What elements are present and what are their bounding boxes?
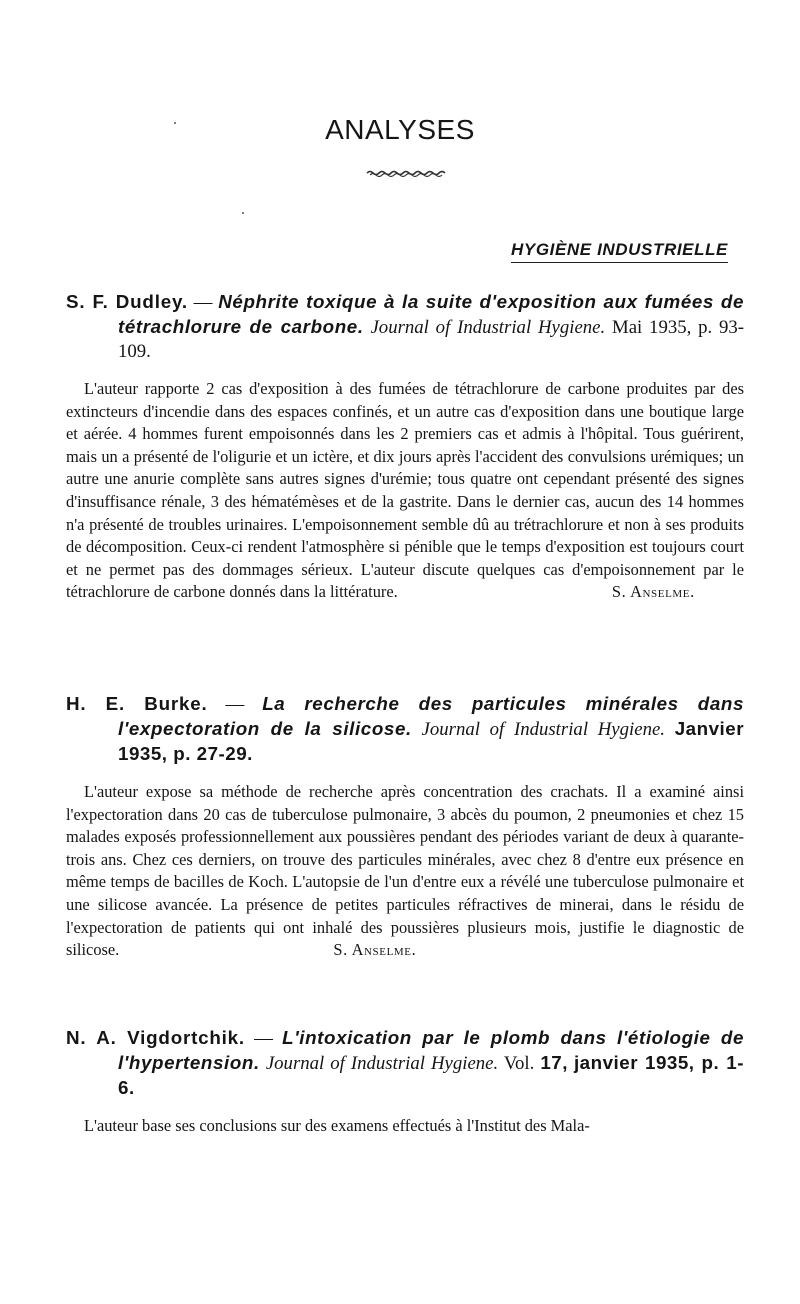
section-heading: HYGIÈNE INDUSTRIELLE [511, 240, 728, 263]
entry-pub-info: Mai 1935, p. 93-109. [118, 317, 744, 362]
entry-signature: S. Anselme. [333, 940, 417, 960]
entry-journal: Journal of Industrial Hygiene. [370, 317, 606, 338]
decorative-wave-divider [366, 170, 448, 178]
entry-abstract-text: L'auteur base ses conclusions sur des examens effectués à l'Institut des Mala- [84, 1116, 590, 1135]
page-title: ANALYSES [325, 114, 475, 145]
entry-title: Néphrite toxique à la suite d'exposition aux fumées de tétrachlorure de carbone. [118, 291, 745, 337]
entry-signature: S. Anselme. [611, 582, 695, 602]
entry-title: La recherche des particules minérales dans l'expectoration de la silicose. [118, 693, 745, 739]
entry-author: N. A. Vigdortchik. [66, 1027, 245, 1048]
entry-volume-label: Vol. [503, 1053, 535, 1074]
entry-dash: — [207, 694, 263, 715]
entry-author: H. E. Burke. [66, 693, 208, 714]
entry-abstract [66, 1115, 744, 1138]
entry-abstract-text: L'auteur rapporte 2 cas d'exposition à des fumées de tétrachlorure de carbone produites par des extincteurs d'incendie dans des espaces confinés, et un autre cas d'exposition dans une boutique large et aérée. 4 hommes furent empoisonnés dans les 2 premiers cas et admis à l'hôpital. Tous guérirent, mais un a présenté de l'oligurie et un ictère, et dix jours après l'accident des convulsions urémiques; un autre une anurie complète sans autres signes d'urémie; tous quatre ont cependant présenté des signes d'insuffisance rénale, 3 des hématémèses et de la gastrite. Dans le dernier cas, aucun des 14 hommes n'a présenté de troubles urinaires. L'empoisonnement semble dû au trétrachlorure et non à ses produits de décomposition. Ceux-ci rendent l'atmosphère si pénible que le temps d'exposition est toujours court et ne permet pas des dommages sérieux. L'auteur discute quelques cas d'empoisonnement par le tétrachlorure de carbone donnés dans la littérature. [66, 379, 744, 602]
entry-volume-number: 17, [540, 1052, 568, 1073]
entry-citation [66, 290, 744, 364]
entry-dash: — [187, 292, 219, 313]
entry-abstract [66, 781, 744, 962]
entry-citation [66, 692, 744, 767]
analysis-entry-vigdortchik [66, 1026, 744, 1138]
analysis-entry-burke [66, 692, 744, 962]
entry-citation [66, 1026, 744, 1101]
entry-journal: Journal of Industrial Hygiene. [421, 719, 666, 740]
entry-abstract-text: L'auteur expose sa méthode de recherche après concentration des crachats. Il a examiné ainsi l'expectoration dans 20 cas de tuberculose pulmonaire, 3 abcès du poumon, 2 pneumonies et chez 15 malades exposés professionnellement aux poussières pendant des périodes variant de deux à quarante-trois ans. Chez ces derniers, on trouve des particules minérales, avec chez 8 d'entre eux présence en même temps de bacilles de Koch. L'autopsie de l'un d'entre eux a révélé une tuberculose pulmonaire et une silicose avancée. La présence de petites particules réfractives de minerai, dans le résidu de l'expectoration de patients qui ont inhalé des poussières plusieurs mois, justifie le diagnostic de silicose. [66, 782, 744, 960]
analysis-entry-dudley [66, 290, 744, 604]
scan-speck [242, 212, 244, 214]
entry-abstract [66, 378, 744, 604]
entry-journal: Journal of Industrial Hygiene. [265, 1053, 499, 1074]
entry-pub-info: Janvier 1935, p. 27-29. [118, 718, 744, 764]
entry-author: S. F. Dudley. [66, 291, 188, 312]
entry-title: L'intoxication par le plomb dans l'étiologie de l'hypertension. [118, 1027, 744, 1073]
entry-pub-info: janvier 1935, p. 1-6. [118, 1052, 744, 1098]
entry-dash: — [244, 1028, 283, 1049]
